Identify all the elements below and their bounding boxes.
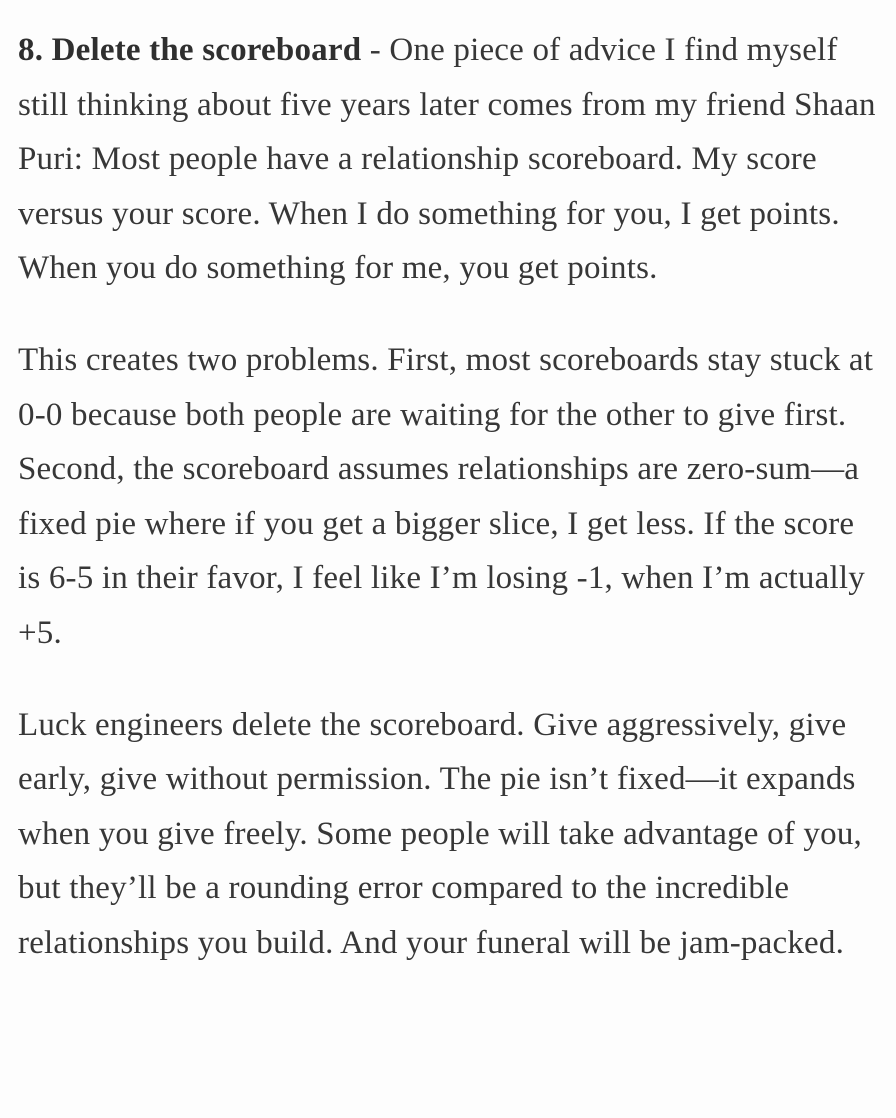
section-heading: 8. Delete the scoreboard bbox=[18, 32, 362, 68]
paragraph-two-problems bbox=[18, 333, 880, 661]
article-body bbox=[18, 23, 880, 1008]
paragraph-text: - One piece of advice I find myself still thinking about five years later comes from my friend Shaan Puri: Most people have a relationship scoreboard. My score versus your score. When I do something for you, I get points. When you do something for me, you get points. bbox=[18, 32, 876, 287]
paragraph-luck-engineers bbox=[18, 698, 880, 971]
paragraph-delete-scoreboard bbox=[18, 23, 880, 296]
paragraph-text: This creates two problems. First, most scoreboards stay stuck at 0-0 because both people are waiting for the other to give first. Second, the scoreboard assumes relationships are zero-sum—a fixed pie where if you get a bigger slice, I get less. If the score is 6-5 in their favor, I feel like I’m losing -1, when I’m actually +5. bbox=[18, 341, 874, 651]
paragraph-text: Luck engineers delete the scoreboard. Give aggressively, give early, give without permission. The pie isn’t fixed—it expands when you give freely. Some people will take advantage of you, but they’ll be a rounding error compared to the incredible relationships you build. And your funeral will be jam-packed. bbox=[18, 706, 862, 961]
